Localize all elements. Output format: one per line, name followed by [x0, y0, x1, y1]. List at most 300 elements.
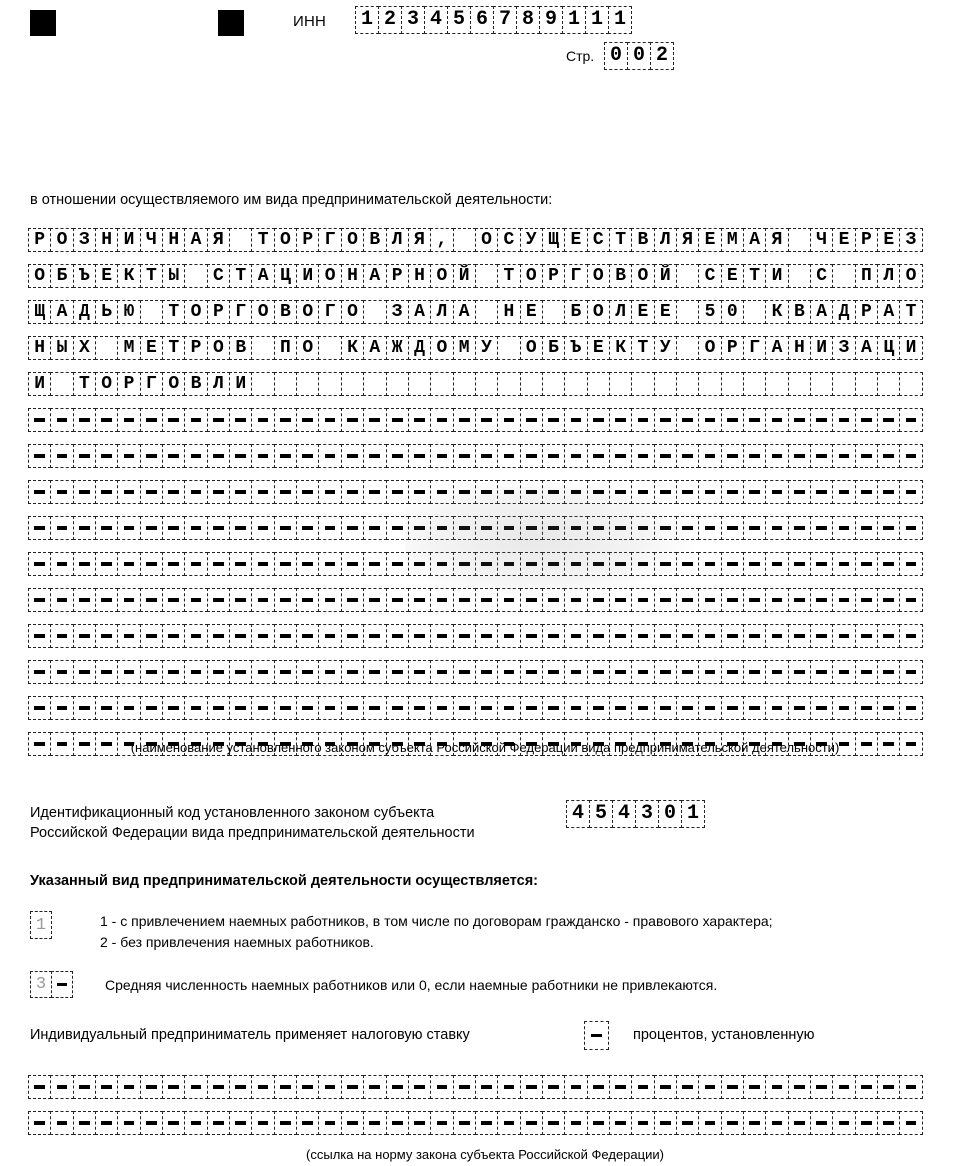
- activity-grid-cell[interactable]: [676, 336, 699, 360]
- activity-grid-cell-empty[interactable]: [95, 552, 118, 576]
- activity-grid-cell-empty[interactable]: [430, 480, 453, 504]
- activity-grid-cell-empty[interactable]: [698, 660, 721, 684]
- activity-grid-cell-empty[interactable]: [654, 408, 677, 432]
- activity-grid-cell[interactable]: К: [765, 300, 788, 324]
- activity-grid-cell-empty[interactable]: [73, 516, 96, 540]
- activity-grid-cell-empty[interactable]: [698, 408, 721, 432]
- activity-grid-cell-empty[interactable]: [788, 408, 811, 432]
- activity-grid-cell-empty[interactable]: [698, 516, 721, 540]
- activity-grid-cell-empty[interactable]: [430, 516, 453, 540]
- activity-grid-cell-empty[interactable]: [810, 660, 833, 684]
- activity-grid-cell[interactable]: Т: [631, 336, 654, 360]
- law-reference-cell-empty[interactable]: [318, 1075, 341, 1099]
- activity-grid-cell-empty[interactable]: [832, 552, 855, 576]
- activity-grid-cell[interactable]: [363, 300, 386, 324]
- activity-grid-cell-empty[interactable]: [28, 444, 51, 468]
- activity-grid-cell[interactable]: [698, 372, 721, 396]
- activity-grid-cell-empty[interactable]: [475, 480, 498, 504]
- activity-grid-cell-empty[interactable]: [50, 408, 73, 432]
- activity-grid-cell-empty[interactable]: [788, 696, 811, 720]
- activity-grid-cell-empty[interactable]: [95, 516, 118, 540]
- activity-grid-cell[interactable]: Г: [140, 372, 163, 396]
- law-reference-cell-empty[interactable]: [430, 1111, 453, 1135]
- activity-grid-cell-empty[interactable]: [430, 444, 453, 468]
- law-reference-cell-empty[interactable]: [609, 1075, 632, 1099]
- activity-grid-cell-empty[interactable]: [453, 624, 476, 648]
- activity-grid-cell-empty[interactable]: [609, 552, 632, 576]
- activity-grid-cell-empty[interactable]: [207, 552, 230, 576]
- activity-grid-cell[interactable]: Е: [520, 300, 543, 324]
- activity-grid-cell-empty[interactable]: [50, 552, 73, 576]
- activity-grid-cell[interactable]: У: [654, 336, 677, 360]
- activity-grid-cell-empty[interactable]: [318, 480, 341, 504]
- inn-cell[interactable]: 3: [401, 6, 425, 34]
- activity-grid-cell-empty[interactable]: [743, 552, 766, 576]
- law-reference-cell-empty[interactable]: [229, 1075, 252, 1099]
- activity-grid-cell-empty[interactable]: [631, 480, 654, 504]
- activity-grid-cell-empty[interactable]: [95, 444, 118, 468]
- activity-grid-cell[interactable]: [542, 372, 565, 396]
- law-reference-cell-empty[interactable]: [743, 1111, 766, 1135]
- activity-grid-cell-empty[interactable]: [497, 588, 520, 612]
- activity-grid-cell-empty[interactable]: [386, 660, 409, 684]
- law-reference-cell-empty[interactable]: [386, 1111, 409, 1135]
- activity-grid-cell-empty[interactable]: [95, 588, 118, 612]
- activity-grid-cell-empty[interactable]: [229, 480, 252, 504]
- activity-grid-cell[interactable]: Р: [296, 228, 319, 252]
- activity-grid-cell-empty[interactable]: [184, 480, 207, 504]
- activity-grid-cell-empty[interactable]: [207, 408, 230, 432]
- activity-grid-cell[interactable]: [743, 300, 766, 324]
- activity-grid-cell[interactable]: А: [855, 336, 878, 360]
- law-reference-cell-empty[interactable]: [721, 1111, 744, 1135]
- activity-grid-cell[interactable]: О: [520, 264, 543, 288]
- activity-grid-cell[interactable]: [318, 336, 341, 360]
- activity-grid-cell[interactable]: 0: [721, 300, 744, 324]
- activity-grid-cell-empty[interactable]: [453, 408, 476, 432]
- activity-grid-cell-empty[interactable]: [788, 624, 811, 648]
- activity-grid-cell[interactable]: О: [207, 336, 230, 360]
- activity-grid-cell-empty[interactable]: [520, 408, 543, 432]
- activity-grid-cell-empty[interactable]: [631, 696, 654, 720]
- law-reference-cell-empty[interactable]: [855, 1075, 878, 1099]
- activity-grid-cell-empty[interactable]: [743, 444, 766, 468]
- activity-grid-cell-empty[interactable]: [497, 408, 520, 432]
- activity-grid-cell-empty[interactable]: [117, 516, 140, 540]
- activity-grid-cell-empty[interactable]: [363, 696, 386, 720]
- activity-grid-cell[interactable]: И: [765, 264, 788, 288]
- activity-grid-cell[interactable]: С: [497, 228, 520, 252]
- activity-grid-cell-empty[interactable]: [117, 480, 140, 504]
- activity-grid-cell-empty[interactable]: [654, 588, 677, 612]
- activity-grid-cell-empty[interactable]: [162, 624, 185, 648]
- activity-grid-cell[interactable]: Я: [408, 228, 431, 252]
- activity-grid-cell-empty[interactable]: [788, 552, 811, 576]
- activity-grid-cell-empty[interactable]: [765, 444, 788, 468]
- law-reference-cell-empty[interactable]: [341, 1075, 364, 1099]
- inn-cell[interactable]: 6: [470, 6, 494, 34]
- activity-grid-cell[interactable]: О: [318, 264, 341, 288]
- activity-grid-cell[interactable]: [251, 336, 274, 360]
- activity-grid-cell[interactable]: ,: [430, 228, 453, 252]
- activity-grid-cell[interactable]: О: [296, 336, 319, 360]
- activity-grid-row[interactable]: [28, 624, 922, 648]
- activity-grid-cell-empty[interactable]: [430, 588, 453, 612]
- identification-code-cell[interactable]: 3: [635, 800, 659, 828]
- activity-grid-cell[interactable]: [676, 372, 699, 396]
- activity-grid-cell-empty[interactable]: [184, 696, 207, 720]
- activity-grid-cell[interactable]: [475, 264, 498, 288]
- activity-grid-cell[interactable]: Т: [251, 228, 274, 252]
- activity-grid-cell-empty[interactable]: [229, 660, 252, 684]
- activity-grid-cell-empty[interactable]: [877, 516, 900, 540]
- inn-cell[interactable]: 1: [585, 6, 609, 34]
- activity-grid-cell-empty[interactable]: [542, 444, 565, 468]
- activity-grid-cell[interactable]: [654, 372, 677, 396]
- activity-grid-cell[interactable]: Ы: [162, 264, 185, 288]
- activity-grid-cell-empty[interactable]: [229, 552, 252, 576]
- activity-grid-cell-empty[interactable]: [765, 552, 788, 576]
- activity-grid-row[interactable]: [28, 300, 922, 324]
- activity-grid-cell-empty[interactable]: [207, 588, 230, 612]
- activity-grid-cell-empty[interactable]: [117, 588, 140, 612]
- activity-grid-cell-empty[interactable]: [363, 660, 386, 684]
- activity-grid-cell-empty[interactable]: [587, 480, 610, 504]
- activity-grid-cell-empty[interactable]: [475, 696, 498, 720]
- activity-grid-cell-empty[interactable]: [28, 588, 51, 612]
- activity-grid-cell-empty[interactable]: [631, 516, 654, 540]
- activity-grid-cell[interactable]: [832, 372, 855, 396]
- activity-grid-cell-empty[interactable]: [564, 696, 587, 720]
- activity-grid-cell[interactable]: Н: [28, 336, 51, 360]
- activity-grid-cell-empty[interactable]: [520, 516, 543, 540]
- activity-grid-cell[interactable]: [475, 372, 498, 396]
- law-reference-cell-empty[interactable]: [184, 1111, 207, 1135]
- activity-grid-cell[interactable]: О: [50, 228, 73, 252]
- activity-grid-cell[interactable]: [609, 372, 632, 396]
- activity-grid-cell-empty[interactable]: [251, 552, 274, 576]
- activity-grid-cell[interactable]: [274, 372, 297, 396]
- activity-grid-cell[interactable]: [140, 300, 163, 324]
- activity-grid-cell[interactable]: Ь: [95, 300, 118, 324]
- activity-grid-cell[interactable]: Е: [877, 228, 900, 252]
- activity-grid-cell-empty[interactable]: [184, 588, 207, 612]
- activity-grid-cell-empty[interactable]: [542, 552, 565, 576]
- activity-grid-cell-empty[interactable]: [318, 588, 341, 612]
- activity-grid-cell-empty[interactable]: [877, 408, 900, 432]
- activity-grid-cell-empty[interactable]: [899, 660, 922, 684]
- activity-grid-cell-empty[interactable]: [855, 516, 878, 540]
- activity-grid-cell[interactable]: О: [430, 264, 453, 288]
- activity-grid-cell[interactable]: Х: [73, 336, 96, 360]
- activity-grid-cell-empty[interactable]: [899, 480, 922, 504]
- activity-grid-cell[interactable]: Й: [453, 264, 476, 288]
- activity-grid-cell[interactable]: [788, 228, 811, 252]
- activity-grid-cell[interactable]: Е: [95, 264, 118, 288]
- activity-grid-cell[interactable]: Н: [788, 336, 811, 360]
- identification-code-field[interactable]: [566, 800, 704, 828]
- identification-code-cell[interactable]: 0: [658, 800, 682, 828]
- activity-grid-cell-empty[interactable]: [95, 660, 118, 684]
- activity-grid-cell-empty[interactable]: [855, 552, 878, 576]
- law-reference-cell-empty[interactable]: [184, 1075, 207, 1099]
- activity-grid-cell[interactable]: [542, 300, 565, 324]
- activity-grid-cell-empty[interactable]: [698, 624, 721, 648]
- activity-grid-cell-empty[interactable]: [140, 660, 163, 684]
- law-reference-cell-empty[interactable]: [899, 1075, 922, 1099]
- activity-grid-cell-empty[interactable]: [341, 480, 364, 504]
- activity-grid-cell-empty[interactable]: [810, 588, 833, 612]
- law-reference-cell-empty[interactable]: [73, 1111, 96, 1135]
- activity-grid-cell[interactable]: Р: [386, 264, 409, 288]
- activity-grid-cell-empty[interactable]: [832, 660, 855, 684]
- activity-grid-cell-empty[interactable]: [184, 660, 207, 684]
- law-reference-cell-empty[interactable]: [475, 1111, 498, 1135]
- activity-grid-cell[interactable]: [899, 372, 922, 396]
- activity-grid-cell[interactable]: О: [587, 264, 610, 288]
- activity-grid-cell-empty[interactable]: [832, 516, 855, 540]
- inn-cell[interactable]: 1: [355, 6, 379, 34]
- activity-grid-cell-empty[interactable]: [341, 588, 364, 612]
- activity-grid-cell-empty[interactable]: [810, 552, 833, 576]
- tax-rate-cell-empty[interactable]: [584, 1021, 609, 1050]
- law-reference-cell-empty[interactable]: [296, 1111, 319, 1135]
- law-reference-cell-empty[interactable]: [765, 1075, 788, 1099]
- activity-grid-cell[interactable]: К: [609, 336, 632, 360]
- activity-grid-cell[interactable]: О: [274, 228, 297, 252]
- activity-grid-cell-empty[interactable]: [520, 588, 543, 612]
- activity-grid-cell-empty[interactable]: [408, 480, 431, 504]
- activity-grid-cell-empty[interactable]: [587, 588, 610, 612]
- activity-grid-cell-empty[interactable]: [73, 660, 96, 684]
- activity-grid-cell-empty[interactable]: [721, 408, 744, 432]
- activity-grid-cell-empty[interactable]: [631, 408, 654, 432]
- inn-cell[interactable]: 8: [516, 6, 540, 34]
- law-reference-cell-empty[interactable]: [73, 1075, 96, 1099]
- activity-grid-cell[interactable]: Ц: [877, 336, 900, 360]
- activity-grid-cell[interactable]: В: [274, 300, 297, 324]
- activity-grid-cell[interactable]: Б: [564, 300, 587, 324]
- activity-grid-cell[interactable]: Ч: [810, 228, 833, 252]
- activity-grid-cell[interactable]: И: [296, 264, 319, 288]
- activity-grid-cell-empty[interactable]: [386, 696, 409, 720]
- activity-grid-row[interactable]: [28, 228, 922, 252]
- activity-grid-cell-empty[interactable]: [229, 696, 252, 720]
- activity-grid-cell-empty[interactable]: [140, 408, 163, 432]
- activity-grid-cell-empty[interactable]: [609, 696, 632, 720]
- activity-grid-cell-empty[interactable]: [631, 552, 654, 576]
- law-reference-cell-empty[interactable]: [855, 1111, 878, 1135]
- law-reference-cell-empty[interactable]: [587, 1111, 610, 1135]
- activity-grid-cell-empty[interactable]: [28, 408, 51, 432]
- law-reference-cell-empty[interactable]: [497, 1111, 520, 1135]
- activity-grid-cell-empty[interactable]: [497, 552, 520, 576]
- activity-grid-cell-empty[interactable]: [788, 444, 811, 468]
- activity-grid-cell-empty[interactable]: [721, 552, 744, 576]
- average-headcount-cell[interactable]: 3: [30, 971, 52, 998]
- activity-grid-cell-empty[interactable]: [609, 516, 632, 540]
- law-reference-cell-empty[interactable]: [609, 1111, 632, 1135]
- activity-grid-cell-empty[interactable]: [296, 660, 319, 684]
- activity-grid-cell-empty[interactable]: [50, 696, 73, 720]
- activity-grid-cell-empty[interactable]: [140, 588, 163, 612]
- activity-grid-cell-empty[interactable]: [28, 516, 51, 540]
- activity-grid-cell-empty[interactable]: [743, 516, 766, 540]
- activity-grid-cell-empty[interactable]: [408, 660, 431, 684]
- activity-grid-cell-empty[interactable]: [318, 408, 341, 432]
- activity-grid-cell-empty[interactable]: [497, 516, 520, 540]
- activity-grid-cell-empty[interactable]: [229, 516, 252, 540]
- activity-grid-cell[interactable]: Г: [229, 300, 252, 324]
- law-reference-cell-empty[interactable]: [743, 1075, 766, 1099]
- activity-grid-cell-empty[interactable]: [542, 408, 565, 432]
- activity-grid-cell[interactable]: К: [341, 336, 364, 360]
- activity-grid-cell[interactable]: [408, 372, 431, 396]
- activity-grid-cell[interactable]: Р: [855, 300, 878, 324]
- activity-grid-cell-empty[interactable]: [497, 480, 520, 504]
- activity-grid-cell[interactable]: О: [430, 336, 453, 360]
- activity-grid-cell-empty[interactable]: [453, 588, 476, 612]
- activity-grid-cell-empty[interactable]: [251, 444, 274, 468]
- activity-grid-cell-empty[interactable]: [520, 552, 543, 576]
- activity-grid-cell-empty[interactable]: [229, 408, 252, 432]
- law-reference-cell-empty[interactable]: [430, 1075, 453, 1099]
- activity-grid-row[interactable]: [28, 444, 922, 468]
- law-reference-cell-empty[interactable]: [453, 1111, 476, 1135]
- law-reference-cell-empty[interactable]: [631, 1075, 654, 1099]
- activity-grid-cell-empty[interactable]: [810, 516, 833, 540]
- activity-name-grid[interactable]: [28, 228, 922, 768]
- activity-grid-cell-empty[interactable]: [564, 444, 587, 468]
- activity-grid-cell[interactable]: А: [184, 228, 207, 252]
- activity-grid-cell-empty[interactable]: [430, 408, 453, 432]
- activity-grid-cell[interactable]: Л: [609, 300, 632, 324]
- activity-grid-cell[interactable]: В: [229, 336, 252, 360]
- activity-grid-cell-empty[interactable]: [698, 588, 721, 612]
- activity-grid-cell-empty[interactable]: [140, 444, 163, 468]
- activity-grid-cell-empty[interactable]: [877, 588, 900, 612]
- activity-grid-cell-empty[interactable]: [475, 444, 498, 468]
- activity-grid-cell[interactable]: Ч: [140, 228, 163, 252]
- activity-grid-cell[interactable]: [453, 372, 476, 396]
- law-reference-cell-empty[interactable]: [810, 1075, 833, 1099]
- activity-grid-cell-empty[interactable]: [721, 660, 744, 684]
- activity-grid-cell-empty[interactable]: [296, 408, 319, 432]
- activity-grid-cell-empty[interactable]: [475, 552, 498, 576]
- activity-grid-cell[interactable]: Ю: [117, 300, 140, 324]
- inn-cell[interactable]: 4: [424, 6, 448, 34]
- activity-grid-cell[interactable]: О: [184, 300, 207, 324]
- law-reference-cell-empty[interactable]: [274, 1111, 297, 1135]
- law-reference-cell-empty[interactable]: [765, 1111, 788, 1135]
- activity-grid-cell[interactable]: Н: [162, 228, 185, 252]
- activity-grid-cell-empty[interactable]: [363, 444, 386, 468]
- activity-grid-cell[interactable]: М: [117, 336, 140, 360]
- activity-grid-cell-empty[interactable]: [274, 552, 297, 576]
- activity-grid-cell-empty[interactable]: [341, 516, 364, 540]
- activity-grid-cell-empty[interactable]: [765, 408, 788, 432]
- activity-grid-cell-empty[interactable]: [475, 516, 498, 540]
- activity-grid-cell-empty[interactable]: [743, 696, 766, 720]
- law-reference-row[interactable]: [28, 1075, 922, 1099]
- activity-grid-cell-empty[interactable]: [386, 516, 409, 540]
- activity-grid-cell[interactable]: Г: [318, 300, 341, 324]
- activity-grid-cell-empty[interactable]: [698, 552, 721, 576]
- activity-grid-cell-empty[interactable]: [654, 480, 677, 504]
- activity-grid-cell-empty[interactable]: [721, 480, 744, 504]
- activity-grid-cell-empty[interactable]: [743, 588, 766, 612]
- activity-grid-cell[interactable]: О: [162, 372, 185, 396]
- activity-grid-cell-empty[interactable]: [855, 588, 878, 612]
- inn-cell[interactable]: 1: [608, 6, 632, 34]
- activity-grid-cell-empty[interactable]: [386, 552, 409, 576]
- law-reference-cell-empty[interactable]: [50, 1111, 73, 1135]
- activity-grid-cell-empty[interactable]: [676, 408, 699, 432]
- activity-grid-cell-empty[interactable]: [542, 588, 565, 612]
- law-reference-cell-empty[interactable]: [631, 1111, 654, 1135]
- activity-grid-cell-empty[interactable]: [743, 408, 766, 432]
- activity-grid-cell-empty[interactable]: [654, 624, 677, 648]
- activity-grid-cell-empty[interactable]: [363, 552, 386, 576]
- law-reference-cell-empty[interactable]: [542, 1075, 565, 1099]
- activity-grid-cell[interactable]: Л: [877, 264, 900, 288]
- activity-grid-cell[interactable]: В: [184, 372, 207, 396]
- activity-grid-cell-empty[interactable]: [363, 408, 386, 432]
- activity-grid-cell-empty[interactable]: [698, 480, 721, 504]
- activity-grid-cell-empty[interactable]: [587, 660, 610, 684]
- activity-grid-cell[interactable]: С: [587, 228, 610, 252]
- activity-grid-cell[interactable]: А: [765, 336, 788, 360]
- activity-grid-cell-empty[interactable]: [564, 516, 587, 540]
- activity-grid-cell-empty[interactable]: [497, 660, 520, 684]
- activity-grid-cell-empty[interactable]: [363, 480, 386, 504]
- activity-grid-cell[interactable]: Л: [207, 372, 230, 396]
- activity-grid-cell-empty[interactable]: [162, 408, 185, 432]
- activity-grid-cell-empty[interactable]: [341, 624, 364, 648]
- law-reference-cell-empty[interactable]: [453, 1075, 476, 1099]
- law-reference-cell-empty[interactable]: [698, 1075, 721, 1099]
- activity-grid-cell[interactable]: Б: [542, 336, 565, 360]
- activity-grid-cell[interactable]: Н: [341, 264, 364, 288]
- activity-grid-cell-empty[interactable]: [542, 696, 565, 720]
- activity-grid-cell-empty[interactable]: [765, 480, 788, 504]
- activity-grid-cell[interactable]: Д: [73, 300, 96, 324]
- law-reference-cell-empty[interactable]: [386, 1075, 409, 1099]
- activity-grid-cell[interactable]: Л: [430, 300, 453, 324]
- activity-grid-cell-empty[interactable]: [162, 480, 185, 504]
- law-reference-cell-empty[interactable]: [654, 1075, 677, 1099]
- activity-grid-row[interactable]: [28, 516, 922, 540]
- activity-grid-cell[interactable]: Д: [832, 300, 855, 324]
- activity-grid-cell[interactable]: [631, 372, 654, 396]
- activity-grid-cell[interactable]: А: [363, 264, 386, 288]
- activity-grid-cell[interactable]: Г: [318, 228, 341, 252]
- activity-grid-cell[interactable]: [810, 372, 833, 396]
- law-reference-cell-empty[interactable]: [564, 1111, 587, 1135]
- activity-grid-cell[interactable]: [341, 372, 364, 396]
- activity-grid-cell[interactable]: А: [408, 300, 431, 324]
- activity-grid-cell-empty[interactable]: [520, 444, 543, 468]
- law-reference-cell-empty[interactable]: [363, 1111, 386, 1135]
- inn-field[interactable]: [355, 6, 631, 34]
- page-cell[interactable]: 0: [627, 42, 651, 70]
- activity-grid-cell-empty[interactable]: [899, 696, 922, 720]
- activity-grid-cell-empty[interactable]: [162, 588, 185, 612]
- law-reference-cell-empty[interactable]: [274, 1075, 297, 1099]
- activity-grid-cell-empty[interactable]: [609, 660, 632, 684]
- activity-grid-cell-empty[interactable]: [855, 660, 878, 684]
- law-reference-cell-empty[interactable]: [207, 1111, 230, 1135]
